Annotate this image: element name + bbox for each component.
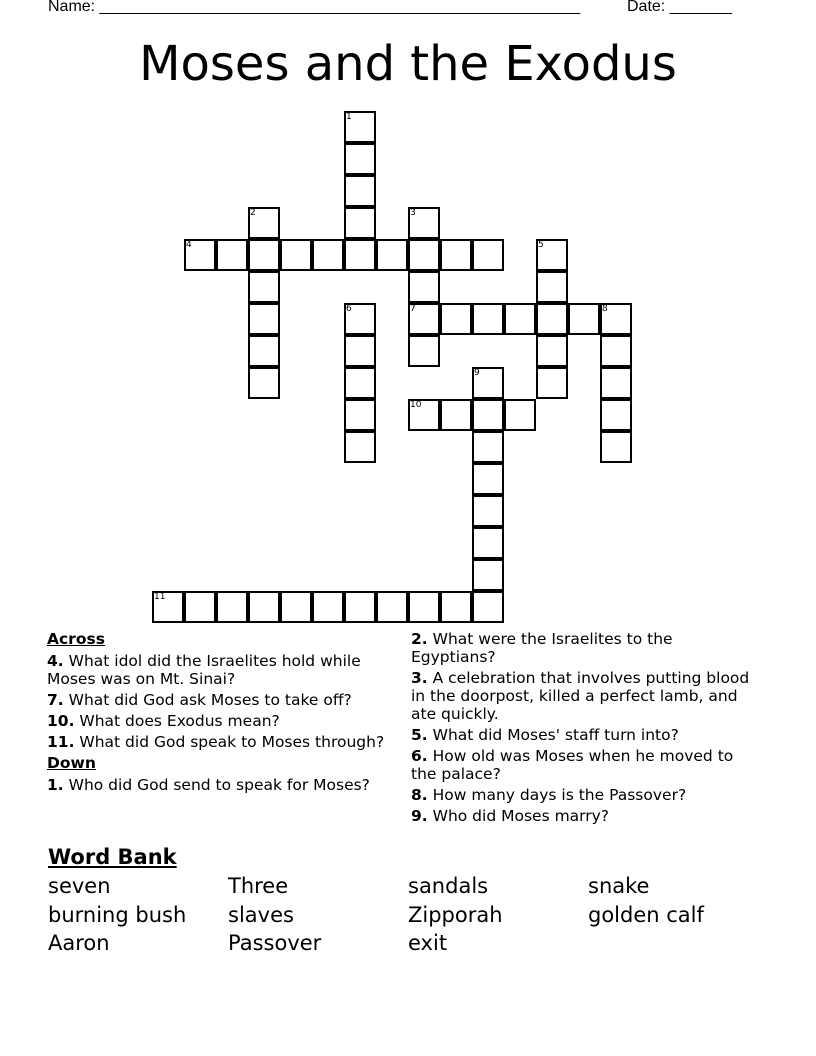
- grid-cell[interactable]: [600, 431, 632, 463]
- clue-down-9: 9. Who did Moses marry?: [411, 807, 610, 825]
- grid-number: 11: [154, 592, 166, 602]
- grid-cell[interactable]: [440, 239, 472, 271]
- grid-cell[interactable]: [408, 335, 440, 367]
- grid-cell[interactable]: [536, 303, 568, 335]
- grid-cell[interactable]: [344, 367, 376, 399]
- word-bank-item: golden calf: [588, 903, 704, 927]
- grid-number: 3: [410, 208, 416, 218]
- grid-cell[interactable]: [600, 335, 632, 367]
- grid-number: 5: [538, 240, 544, 250]
- word-bank-item: Passover: [228, 931, 322, 955]
- grid-cell[interactable]: [472, 463, 504, 495]
- grid-cell[interactable]: [248, 239, 280, 271]
- grid-cell[interactable]: [472, 431, 504, 463]
- word-bank-item: burning bush: [48, 903, 187, 927]
- grid-cell[interactable]: [248, 591, 280, 623]
- grid-number: 9: [474, 368, 480, 378]
- word-bank-item: snake: [588, 874, 650, 898]
- grid-cell[interactable]: [216, 591, 248, 623]
- grid-cell[interactable]: [344, 143, 376, 175]
- grid-cell[interactable]: [312, 239, 344, 271]
- grid-cell[interactable]: [504, 399, 536, 431]
- grid-number: 6: [346, 304, 352, 314]
- grid-cell[interactable]: [504, 303, 536, 335]
- grid-cell[interactable]: [344, 335, 376, 367]
- grid-cell[interactable]: [472, 527, 504, 559]
- down-heading: Down: [47, 754, 96, 772]
- grid-number: 10: [410, 400, 422, 410]
- clue-down-1: 1. Who did God send to speak for Moses?: [47, 776, 370, 794]
- grid-cell[interactable]: [280, 591, 312, 623]
- grid-cell[interactable]: [408, 271, 440, 303]
- word-bank-item: Zipporah: [408, 903, 503, 927]
- clue-down-6: 6. How old was Moses when he moved to the palace?: [411, 747, 734, 783]
- grid-cell[interactable]: [312, 591, 344, 623]
- grid-cell[interactable]: [280, 239, 312, 271]
- clues-left-column: [47, 630, 397, 797]
- clue-down-2: 2. What were the Israelites to the Egyptians?: [411, 630, 673, 666]
- grid-cell[interactable]: [440, 399, 472, 431]
- word-bank-item: Three: [228, 874, 289, 898]
- grid-number: 8: [602, 304, 608, 314]
- grid-cell[interactable]: [536, 367, 568, 399]
- grid-cell[interactable]: [344, 399, 376, 431]
- grid-cell[interactable]: [344, 239, 376, 271]
- word-bank-item: slaves: [228, 903, 294, 927]
- word-bank-item: sandals: [408, 874, 489, 898]
- grid-number: 4: [186, 240, 192, 250]
- word-bank-title: Word Bank: [48, 845, 177, 869]
- grid-cell[interactable]: [344, 207, 376, 239]
- grid-cell[interactable]: [472, 399, 504, 431]
- grid-cell[interactable]: [344, 591, 376, 623]
- grid-number: 2: [250, 208, 256, 218]
- clue-across-10: 10. What does Exodus mean?: [47, 712, 280, 730]
- grid-cell[interactable]: [472, 239, 504, 271]
- grid-cell[interactable]: [344, 175, 376, 207]
- grid-cell[interactable]: [408, 239, 440, 271]
- word-bank-item: Aaron: [48, 931, 110, 955]
- grid-cell[interactable]: [248, 335, 280, 367]
- grid-cell[interactable]: [184, 591, 216, 623]
- clues-right-column: [411, 630, 756, 828]
- grid-cell[interactable]: [216, 239, 248, 271]
- grid-cell[interactable]: [568, 303, 600, 335]
- grid-cell[interactable]: [600, 367, 632, 399]
- grid-number: 1: [346, 112, 352, 122]
- name-field: Name: ______________________________________________________: [48, 0, 581, 15]
- grid-cell[interactable]: [472, 303, 504, 335]
- grid-cell[interactable]: [600, 399, 632, 431]
- grid-cell[interactable]: [248, 271, 280, 303]
- grid-cell[interactable]: [408, 591, 440, 623]
- grid-number: 7: [410, 304, 416, 314]
- clue-across-7: 7. What did God ask Moses to take off?: [47, 691, 352, 709]
- date-field: Date: _______: [627, 0, 732, 15]
- across-heading: Across: [47, 630, 105, 648]
- clue-down-8: 8. How many days is the Passover?: [411, 786, 687, 804]
- clue-down-5: 5. What did Moses' staff turn into?: [411, 726, 679, 744]
- grid-cell[interactable]: [376, 239, 408, 271]
- grid-cell[interactable]: [248, 367, 280, 399]
- clue-down-3: 3. A celebration that involves putting blood in the doorpost, killed a perfect lamb, and ate quickly.: [411, 669, 750, 723]
- grid-cell[interactable]: [472, 591, 504, 623]
- puzzle-title: Moses and the Exodus: [139, 36, 677, 92]
- grid-cell[interactable]: [536, 335, 568, 367]
- grid-cell[interactable]: [536, 271, 568, 303]
- clue-across-4: 4. What idol did the Israelites hold while Moses was on Mt. Sinai?: [47, 652, 361, 688]
- grid-cell[interactable]: [344, 431, 376, 463]
- clue-across-11: 11. What did God speak to Moses through?: [47, 733, 385, 751]
- grid-cell[interactable]: [440, 303, 472, 335]
- grid-cell[interactable]: [376, 591, 408, 623]
- word-bank-item: seven: [48, 874, 111, 898]
- word-bank-item: exit: [408, 931, 448, 955]
- grid-cell[interactable]: [472, 495, 504, 527]
- grid-cell[interactable]: [248, 303, 280, 335]
- grid-cell[interactable]: [440, 591, 472, 623]
- grid-cell[interactable]: [472, 559, 504, 591]
